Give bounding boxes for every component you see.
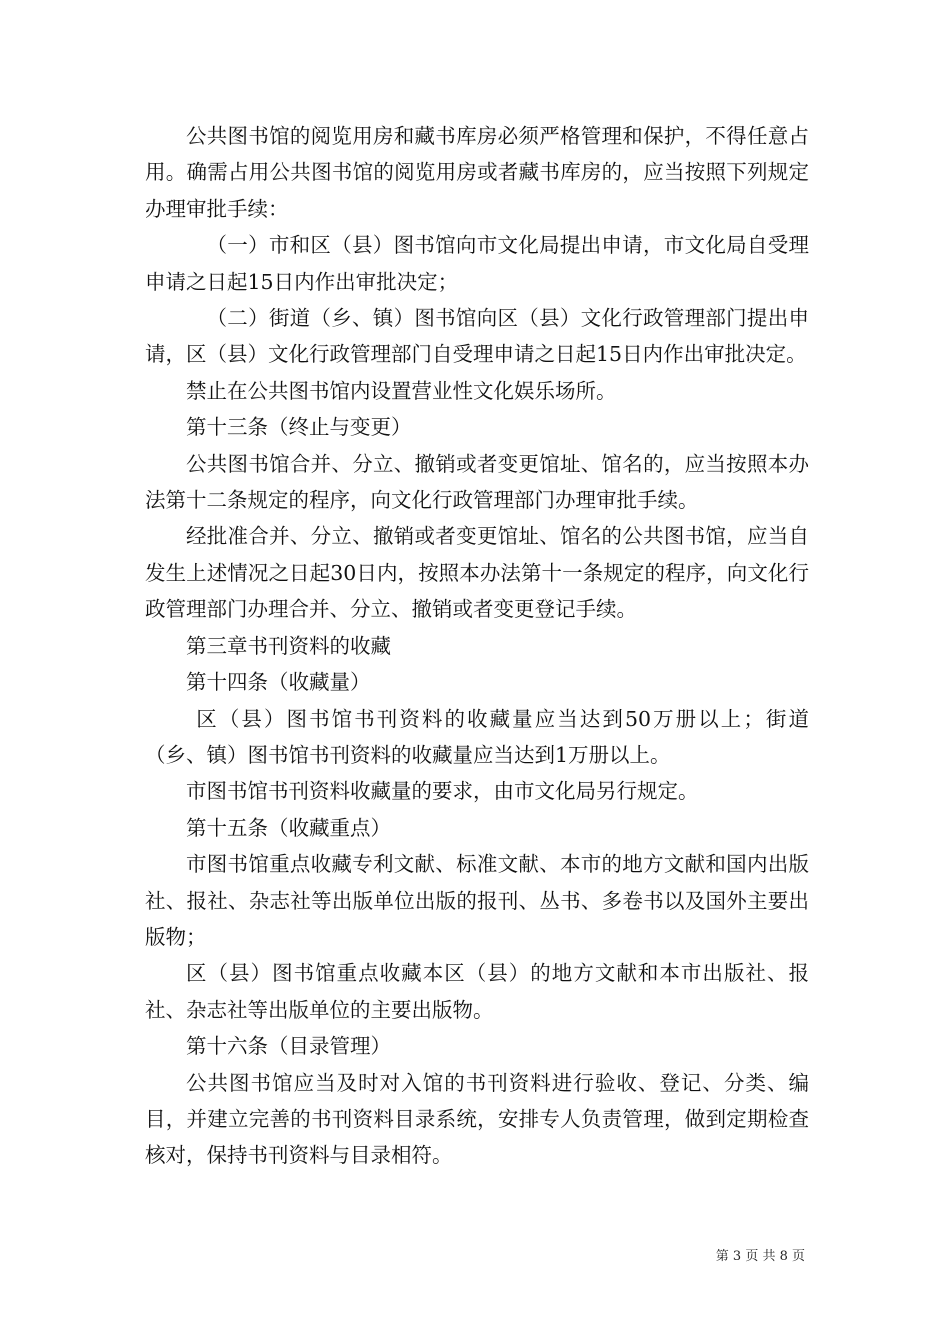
paragraph: 公共图书馆应当及时对入馆的书刊资料进行验收、登记、分类、编目，并建立完善的书刊资料目录系统，安排专人负责管理，做到定期检查核对，保持书刊资料与目录相符。 [145,1070,809,1168]
paragraph: （一）市和区（县）图书馆向市文化局提出申请，市文化局自受理申请之日起15日内作出审批决定； [145,233,809,294]
paragraph: 经批准合并、分立、撤销或者变更馆址、馆名的公共图书馆，应当自发生上述情况之日起30日内，按照本办法第十一条规定的程序，向文化行政管理部门办理合并、分立、撤销或者变更登记手续。 [145,524,809,622]
article-heading: 第十三条（终止与变更） [186,415,412,440]
chapter-heading: 第三章书刊资料的收藏 [186,633,391,658]
paragraph: 市图书馆书刊资料收藏量的要求，由市文化局另行规定。 [186,779,699,804]
article-heading: 第十五条（收藏重点） [186,815,391,840]
paragraph: 市图书馆重点收藏专利文献、标准文献、本市的地方文献和国内出版社、报社、杂志社等出版单位出版的报刊、丛书、多卷书以及国外主要出版物； [145,852,809,949]
document-body [145,118,809,1174]
article-heading: 第十四条（收藏量） [186,670,371,695]
paragraph: 禁止在公共图书馆内设置营业性文化娱乐场所。 [186,378,617,403]
paragraph: 区（县）图书馆书刊资料的收藏量应当达到50万册以上；街道（乡、镇）图书馆书刊资料的收藏量应当达到1万册以上。 [145,706,809,767]
paragraph: （二）街道（乡、镇）图书馆向区（县）文化行政管理部门提出申请，区（县）文化行政管理部门自受理申请之日起15日内作出审批决定。 [145,306,809,367]
paragraph: 公共图书馆的阅览用房和藏书库房必须严格管理和保护，不得任意占用。确需占用公共图书馆的阅览用房或者藏书库房的，应当按照下列规定办理审批手续： [145,124,809,221]
paragraph: 区（县）图书馆重点收藏本区（县）的地方文献和本市出版社、报社、杂志社等出版单位的主要出版物。 [145,961,809,1022]
paragraph: 公共图书馆合并、分立、撤销或者变更馆址、馆名的，应当按照本办法第十二条规定的程序，向文化行政管理部门办理审批手续。 [145,451,809,513]
page-number-footer: 第 3 页 共 8 页 [715,1249,805,1264]
article-heading: 第十六条（目录管理） [186,1034,391,1059]
